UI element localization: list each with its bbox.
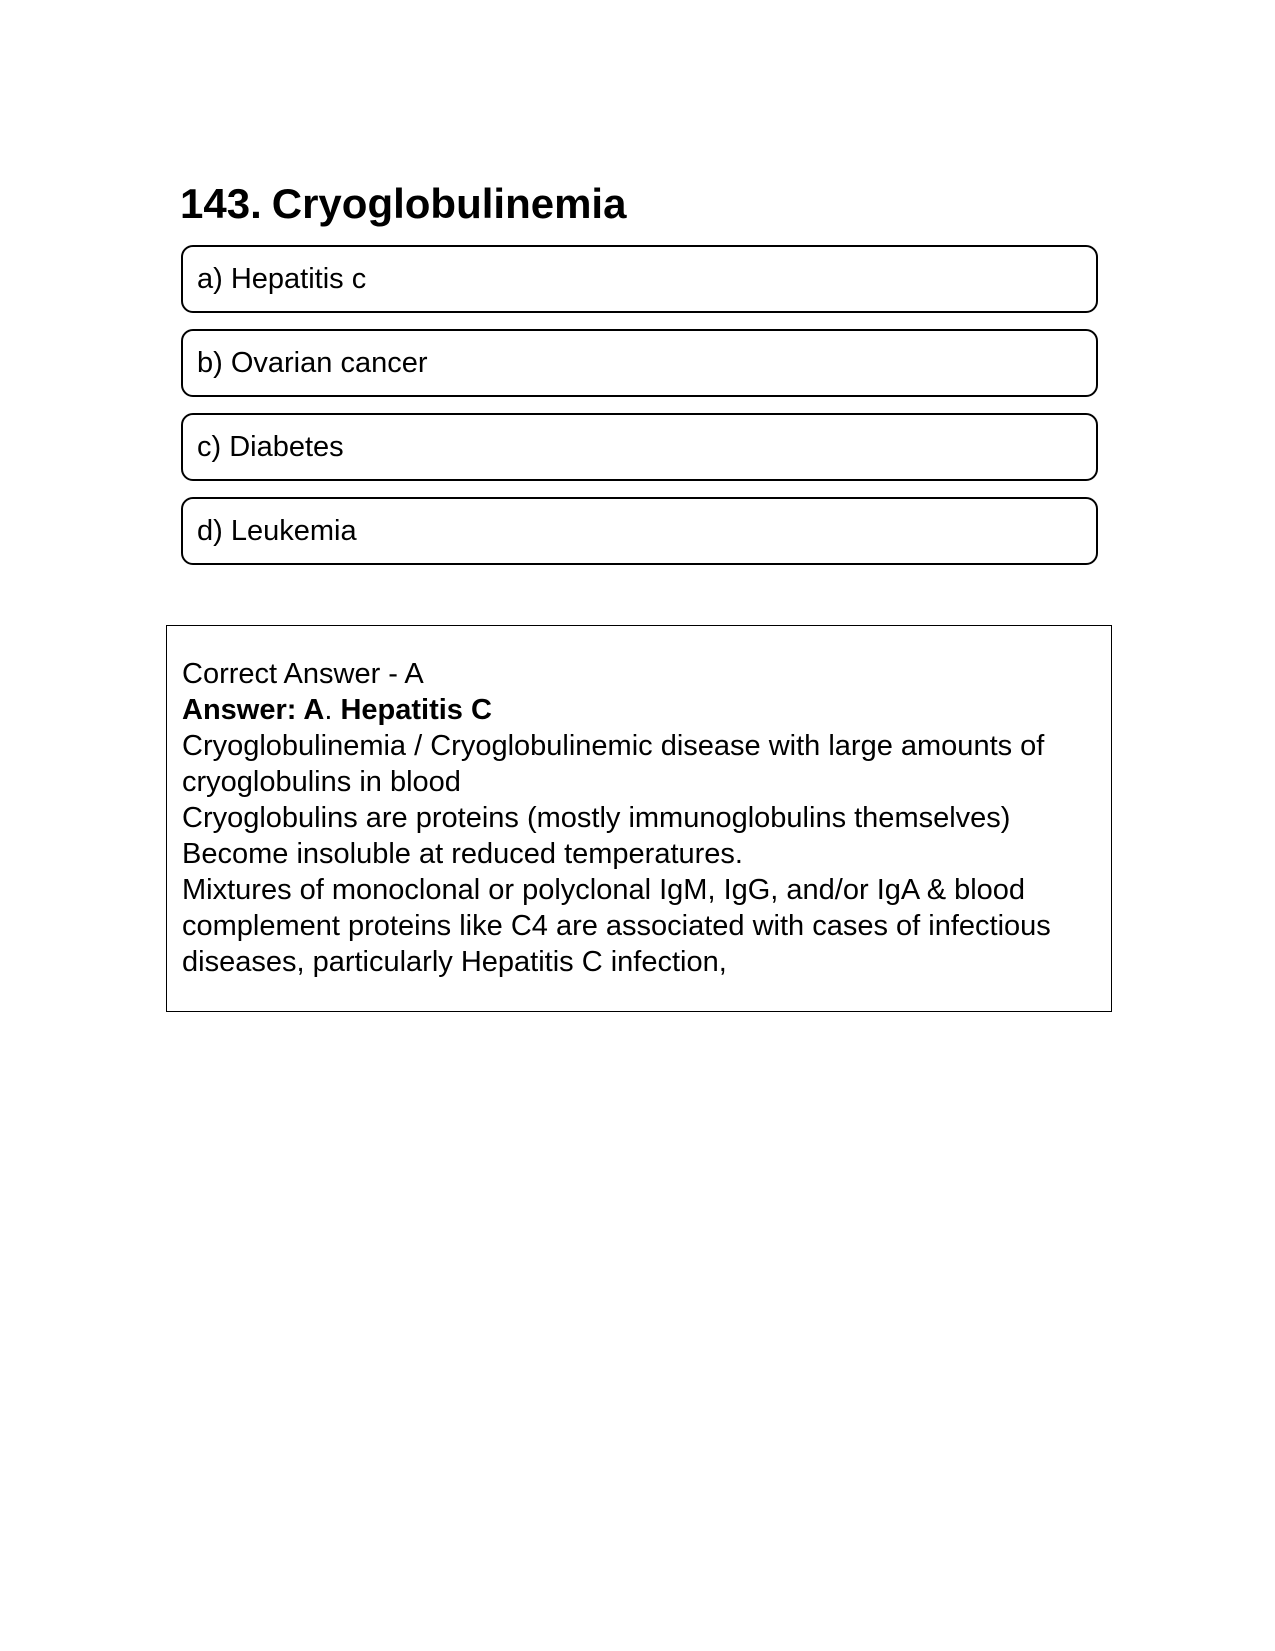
explanation-line: Cryoglobulinemia / Cryoglobulinemic disease with large amounts of cryoglobulins in blood bbox=[182, 730, 1045, 798]
question-title bbox=[180, 178, 626, 230]
option-c[interactable] bbox=[181, 413, 1098, 481]
option-b[interactable] bbox=[181, 329, 1098, 397]
answer-text: Hepatitis C bbox=[332, 694, 492, 726]
explanation-line: Mixtures of monoclonal or polyclonal IgM, IgG, and/or IgA & blood complement proteins like C4 are associated with cases of infectious diseases, particularly Hepatitis C infection, bbox=[182, 874, 1051, 978]
explanation-line: Become insoluble at reduced temperatures. bbox=[182, 838, 743, 870]
question-number: 143. bbox=[180, 180, 262, 227]
answer-line bbox=[182, 692, 1096, 728]
answer-separator: . bbox=[324, 694, 333, 726]
option-d-label: d) Leukemia bbox=[197, 514, 357, 547]
option-d[interactable] bbox=[181, 497, 1098, 565]
explanation-line: Cryoglobulins are proteins (mostly immunoglobulins themselves) bbox=[182, 802, 1011, 834]
option-a-label: a) Hepatitis c bbox=[197, 262, 367, 295]
correct-answer-line: Correct Answer - A bbox=[182, 658, 424, 690]
option-c-label: c) Diabetes bbox=[197, 430, 344, 463]
question-text: Cryoglobulinemia bbox=[271, 180, 627, 227]
options-list bbox=[181, 245, 1098, 581]
option-a[interactable] bbox=[181, 245, 1098, 313]
answer-prefix: Answer: A bbox=[182, 694, 325, 726]
option-b-label: b) Ovarian cancer bbox=[197, 346, 428, 379]
answer-explanation-box bbox=[166, 625, 1112, 1012]
